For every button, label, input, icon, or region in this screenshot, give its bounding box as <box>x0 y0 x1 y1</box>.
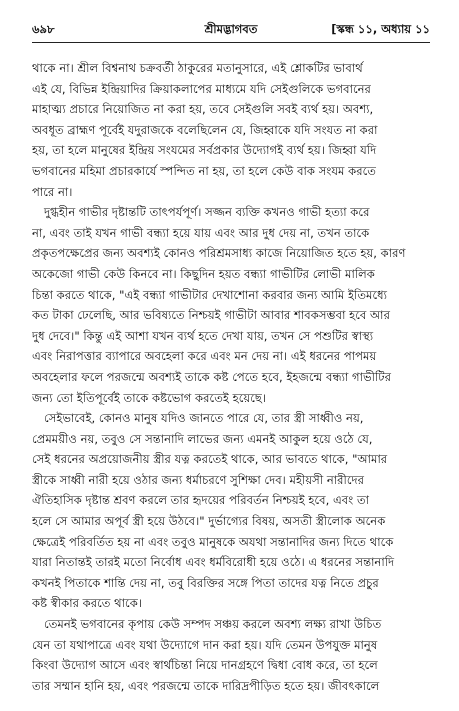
text-line: মাহাত্ম্য প্রচারে নিয়োজিত না করা হয়, তবে সেইগুলি সবই ব্যর্থ হয়। অবশ্য, <box>32 102 374 117</box>
text-line: প্রকৃতপক্ষেপ্রের জন্য অবশ্যই কোনও পরিশ্রমসাধ্য কাজে নিয়োজিত হতে হয়, কারণ <box>32 246 406 261</box>
text-line: হয়, তা হলে মানুষের ইন্দ্রিয় সংযমের সর্বপ্রকার উদ্যোগই ব্যর্থ হয়। জিহ্বা যদি <box>32 143 377 158</box>
text-line: কত টাকা ঢেলেছি, আর ভবিষ্যতে নিশ্চয়ই গাভীটা আবার শাবকসম্ভবা হবে আর <box>32 308 390 323</box>
text-line: সেই ধরনের অপ্রয়োজনীয় স্ত্রীর যত্ন করতেই থাকে, আর ভাবতে থাকে, "আমার <box>32 452 388 467</box>
section-reference: [স্কন্ধ ১১, অধ্যায় ১১ <box>331 22 430 36</box>
text-line: থাকে না। শ্রীল বিশ্বনাথ চক্রবর্তী ঠাকুরের মতানুসারে, এই শ্লোকটির ভাবার্থ <box>32 61 363 75</box>
text-line: যারা নিতান্তই তারই মতো নির্বোধ এবং ধর্মবিরোধী হয়ে ওঠে। এ ধরনের সন্তানাদি <box>32 555 395 570</box>
text-line: পারে না। <box>32 184 73 199</box>
text-line: অবহেলার ফলে পরজন্মে অবশ্যই তাকে কষ্ট পেতে হবে, ইহজন্মে বন্ধ্যা গাভীটির <box>32 369 391 384</box>
header-rule <box>32 42 430 43</box>
text-line: এই যে, বিভিন্ন ইন্দ্রিয়াদির ক্রিয়াকলাপের মাধ্যমে যদি সেইগুলিকে ভগবানের <box>32 81 371 96</box>
text-line: যেন তা যথাপাত্রে এবং যথা উদ্যোগে দান করা হয়। যদি তেমন উপযুক্ত মানুষ <box>32 637 378 652</box>
text-line: সেইভাবেই, কোনও মানুষ যদিও জানতে পারে যে, তার স্ত্রী সাধ্বীও নয়, <box>44 411 364 426</box>
text-line: তার সম্মান হানি হয়, এবং পরজন্মে তাকে দারিদ্রপীড়িত হতে হয়। জীবৎকালে <box>32 678 380 693</box>
text-line: দুগ্ধহীন গাভীর দৃষ্টান্তটি তাৎপর্যপূর্ণ। সজ্জন ব্যক্তি কখনও গাভী হত্যা করে <box>44 205 370 220</box>
text-line: হলে সে আমার অপূর্ব স্ত্রী হয়ে উঠবে।" দুর্ভাগ্যের বিষয়, অসতী স্ত্রীলোক অনেক <box>32 514 386 529</box>
text-line: অবধূত ব্রাহ্মণ পূর্বেই যদুরাজকে বলেছিলেন যে, জিহ্বাকে যদি সংযত না করা <box>32 122 378 137</box>
text-line: না, এবং তাই যখন গাভী বন্ধ্যা হয়ে যায় এবং আর দুধ দেয় না, তখন তাকে <box>32 225 370 240</box>
text-line: জন্য তো ইতিপূর্বেই তাকে কষ্টভোগ করতেই হয়েছে। <box>32 390 267 405</box>
text-line: চিন্তা করতে থাকে, "এই বন্ধ্যা গাভীটার দেখাশোনা করবার জন্য আমি ইতিমধ্যে <box>32 287 388 302</box>
document-page <box>32 18 430 698</box>
text-line: ঐতিহাসিক দৃষ্টান্ত শ্রবণ করলে তার হৃদয়ের পরিবর্তন নিশ্চয়ই হবে, এবং তা <box>32 493 370 508</box>
text-line: কষ্ট স্বীকার করতে থাকে। <box>32 596 142 611</box>
text-line: তেমনই ভগবানের কৃপায় কেউ সম্পদ সঞ্চয় করলে অবশ্য লক্ষ্য রাখা উচিত <box>44 617 382 632</box>
text-line: কিংবা উদ্যোগ আসে এবং স্বার্থচিন্তা নিয়ে দানগ্রহণে দ্বিধা বোধ করে, তা হলে <box>32 658 378 673</box>
text-line: এবং নিরাপত্তার ব্যাপারে অবহেলা করে এবং মন দেয় না। এই ধরনের পাপময় <box>32 349 377 364</box>
text-line: অকেজো গাভী কেউ কিনবে না। কিছুদিন হয়ত বন্ধ্যা গাভীটির লোভী মালিক <box>32 266 375 281</box>
text-line: ক্ষেত্রেই পরিবর্তিত হয় না এবং তবুও মানুষকে অযথা সন্তানাদির জন্য দিতে থাকে <box>32 534 394 549</box>
text-line: স্ত্রীকে সাধ্বী নারী হয়ে ওঠার জন্য ধর্মাচরণে সুশিক্ষা দেব। মহীয়সী নারীদের <box>32 472 364 487</box>
page-number: ৬৯৮ <box>32 22 55 36</box>
body-text <box>32 58 430 696</box>
text-line: কখনই পিতাকে শান্তি দেয় না, তবু বিরক্তির সঙ্গে পিতা তাদের যত্ন নিতে প্রচুর <box>32 575 379 590</box>
running-header <box>32 18 430 40</box>
book-title: শ্রীমদ্ভাগবত <box>204 22 258 36</box>
text-line: প্রেমময়ীও নয়, তবুও সে সন্তানাদি লাভের জন্য এমনই আকুল হয়ে ওঠে যে, <box>32 431 373 446</box>
text-line: ভগবানের মহিমা প্রচারকার্যে স্পন্দিত না হয়, তা হলে কেউ বাক সংযম করতে <box>32 163 376 178</box>
text-line: দুধ দেবে।" কিন্তু এই আশা যখন ব্যর্থ হতে দেখা যায়, তখন সে পশুটির স্বাস্থ্য <box>32 328 374 343</box>
